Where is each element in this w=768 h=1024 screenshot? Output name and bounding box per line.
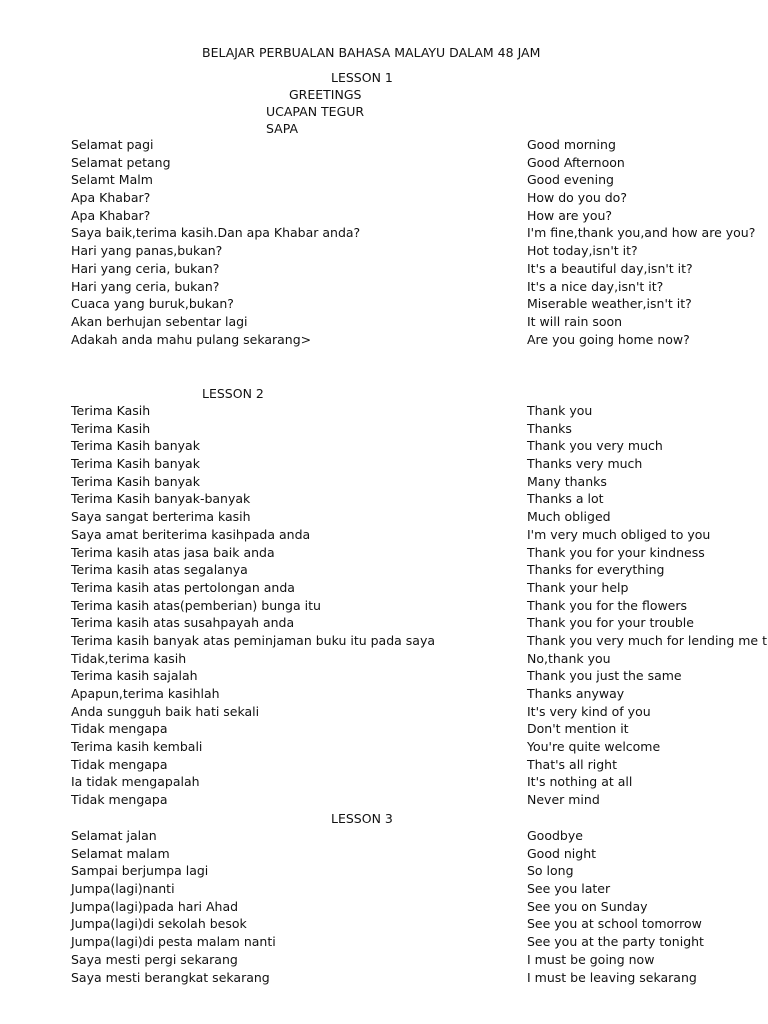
malay-phrase: Jumpa(lagi)pada hari Ahad [71, 898, 239, 914]
english-phrase: Good evening [527, 172, 614, 188]
phrase-row [0, 420, 768, 438]
document-title: BELAJAR PERBUALAN BAHASA MALAYU DALAM 48 JAM [202, 45, 541, 60]
english-phrase: Are you going home now? [527, 331, 690, 347]
english-phrase: How do you do? [527, 190, 627, 206]
phrase-row [0, 136, 768, 154]
phrase-row [0, 473, 768, 491]
phrase-row [0, 933, 768, 951]
english-phrase: That's all right [527, 756, 617, 772]
malay-phrase: Terima kasih atas jasa baik anda [71, 544, 275, 560]
malay-phrase: Saya mesti berangkat sekarang [71, 969, 270, 985]
phrase-row [0, 862, 768, 880]
malay-phrase: Selamat pagi [71, 137, 154, 152]
phrase-row [0, 295, 768, 313]
phrase-row [0, 313, 768, 331]
phrase-row [0, 898, 768, 916]
malay-phrase: Jumpa(lagi)nanti [71, 881, 175, 897]
malay-phrase: Terima kasih kembali [71, 739, 203, 755]
malay-phrase: Tidak mengapa [71, 721, 168, 737]
lesson-1-heading: LESSON 1 [331, 70, 393, 85]
malay-phrase: Cuaca yang buruk,bukan? [71, 296, 234, 312]
phrase-row [0, 508, 768, 526]
malay-phrase: Tidak mengapa [71, 756, 168, 772]
malay-phrase: Terima Kasih [71, 420, 151, 436]
english-phrase: Hot today,isn't it? [527, 243, 638, 259]
english-phrase: Good Afternoon [527, 154, 625, 170]
lesson-2-phrase-list [0, 402, 768, 809]
malay-phrase: Tidak,terima kasih [71, 650, 187, 666]
malay-phrase: Terima Kasih banyak [71, 438, 200, 454]
malay-phrase: Adakah anda mahu pulang sekarang> [71, 331, 312, 347]
english-phrase: Good night [527, 845, 597, 861]
phrase-row [0, 331, 768, 349]
phrase-row [0, 242, 768, 260]
malay-phrase: Terima Kasih banyak [71, 473, 200, 489]
malay-phrase: Terima Kasih banyak-banyak [71, 491, 251, 507]
phrase-row [0, 845, 768, 863]
malay-phrase: Saya sangat berterima kasih [71, 509, 251, 525]
malay-phrase: Selamat malam [71, 845, 170, 861]
english-phrase: Good morning [527, 137, 616, 152]
lesson-3-phrase-list [0, 827, 768, 986]
phrase-row [0, 260, 768, 278]
malay-phrase: Terima kasih atas susahpayah anda [71, 615, 295, 631]
malay-phrase: Hari yang panas,bukan? [71, 243, 223, 259]
phrase-row [0, 597, 768, 615]
english-phrase: Thank you very much for lending me t [527, 632, 767, 648]
english-phrase: Don't mention it [527, 721, 629, 737]
english-phrase: See you at the party tonight [527, 934, 704, 950]
lesson-1-subtitle-sapa: SAPA [266, 121, 299, 136]
english-phrase: I must be leaving sekarang [527, 969, 697, 985]
phrase-row [0, 650, 768, 668]
phrase-row [0, 490, 768, 508]
malay-phrase: Terima kasih atas segalanya [71, 562, 248, 578]
malay-phrase: Akan berhujan sebentar lagi [71, 313, 248, 329]
malay-phrase: Saya mesti pergi sekarang [71, 951, 238, 967]
english-phrase: Thank you [527, 403, 593, 418]
english-phrase: I'm very much obliged to you [527, 526, 711, 542]
phrase-row [0, 207, 768, 225]
phrase-row [0, 915, 768, 933]
english-phrase: Thanks anyway [527, 686, 625, 701]
english-phrase: Thank you very much [527, 438, 663, 454]
lesson-1-subtitle-greetings: GREETINGS [289, 87, 362, 102]
malay-phrase: Terima kasih atas pertolongan anda [71, 579, 295, 595]
phrase-row [0, 189, 768, 207]
phrase-row [0, 756, 768, 774]
english-phrase: It's very kind of you [527, 703, 651, 719]
malay-phrase: Jumpa(lagi)di pesta malam nanti [71, 934, 276, 950]
malay-phrase: Selamt Malm [71, 172, 153, 188]
malay-phrase: Terima kasih sajalah [71, 668, 198, 684]
malay-phrase: Terima Kasih banyak [71, 456, 200, 472]
english-phrase: It will rain soon [527, 313, 623, 329]
english-phrase: Never mind [527, 792, 600, 808]
english-phrase: You're quite welcome [527, 739, 661, 755]
english-phrase: I'm fine,thank you,and how are you? [527, 225, 756, 241]
malay-phrase: Selamat jalan [71, 828, 157, 843]
english-phrase: Goodbye [527, 828, 583, 843]
english-phrase: It's nothing at all [527, 774, 633, 790]
phrase-row [0, 720, 768, 738]
malay-phrase: Apa Khabar? [71, 190, 151, 206]
phrase-row [0, 224, 768, 242]
english-phrase: Many thanks [527, 473, 607, 489]
english-phrase: Thanks very much [527, 456, 643, 472]
english-phrase: Thank you just the same [527, 668, 682, 684]
english-phrase: Thank your help [527, 579, 629, 595]
english-phrase: Much obliged [527, 509, 611, 525]
english-phrase: Thanks [527, 420, 572, 436]
malay-phrase: Anda sungguh baik hati sekali [71, 703, 260, 719]
phrase-row [0, 951, 768, 969]
phrase-row [0, 703, 768, 721]
phrase-row [0, 402, 768, 420]
phrase-row [0, 561, 768, 579]
phrase-row [0, 579, 768, 597]
malay-phrase: Terima kasih banyak atas peminjaman buku itu pada saya [71, 632, 436, 648]
english-phrase: See you on Sunday [527, 898, 648, 914]
english-phrase: Miserable weather,isn't it? [527, 296, 692, 312]
phrase-row [0, 791, 768, 809]
phrase-row [0, 278, 768, 296]
malay-phrase: Jumpa(lagi)di sekolah besok [71, 916, 247, 932]
phrase-row [0, 738, 768, 756]
malay-phrase: Terima kasih atas(pemberian) bunga itu [71, 597, 321, 613]
malay-phrase: Saya amat beriterima kasihpada anda [71, 526, 311, 542]
phrase-row [0, 667, 768, 685]
malay-phrase: Hari yang ceria, bukan? [71, 278, 220, 294]
english-phrase: Thanks for everything [527, 562, 665, 578]
lesson-3-heading: LESSON 3 [331, 811, 393, 826]
phrase-row [0, 827, 768, 845]
english-phrase: How are you? [527, 207, 613, 223]
malay-phrase: Selamat petang [71, 154, 171, 170]
phrase-row [0, 544, 768, 562]
english-phrase: See you at school tomorrow [527, 916, 702, 932]
phrase-row [0, 773, 768, 791]
malay-phrase: Apapun,terima kasihlah [71, 686, 220, 701]
english-phrase: So long [527, 863, 574, 879]
lesson-2-heading: LESSON 2 [202, 386, 264, 401]
english-phrase: Thank you for your trouble [527, 615, 694, 631]
english-phrase: It's a beautiful day,isn't it? [527, 260, 693, 276]
malay-phrase: Hari yang ceria, bukan? [71, 260, 220, 276]
malay-phrase: Terima Kasih [71, 403, 151, 418]
phrase-row [0, 880, 768, 898]
malay-phrase: Sampai berjumpa lagi [71, 863, 209, 879]
english-phrase: No,thank you [527, 650, 611, 666]
english-phrase: Thanks a lot [527, 491, 604, 507]
english-phrase: See you later [527, 881, 611, 897]
phrase-row [0, 614, 768, 632]
phrase-row [0, 969, 768, 987]
malay-phrase: Saya baik,terima kasih.Dan apa Khabar anda? [71, 225, 361, 241]
malay-phrase: Apa Khabar? [71, 207, 151, 223]
phrase-row [0, 171, 768, 189]
phrase-row [0, 685, 768, 703]
english-phrase: It's a nice day,isn't it? [527, 278, 664, 294]
malay-phrase: Ia tidak mengapalah [71, 774, 200, 790]
english-phrase: Thank you for the flowers [527, 597, 688, 613]
english-phrase: Thank you for your kindness [527, 544, 705, 560]
lesson-1-phrase-list [0, 136, 768, 348]
phrase-row [0, 455, 768, 473]
english-phrase: I must be going now [527, 951, 655, 967]
phrase-row [0, 154, 768, 172]
lesson-1-subtitle-ucapan: UCAPAN TEGUR [266, 104, 365, 119]
phrase-row [0, 632, 768, 650]
malay-phrase: Tidak mengapa [71, 792, 168, 808]
phrase-row [0, 526, 768, 544]
phrase-row [0, 437, 768, 455]
